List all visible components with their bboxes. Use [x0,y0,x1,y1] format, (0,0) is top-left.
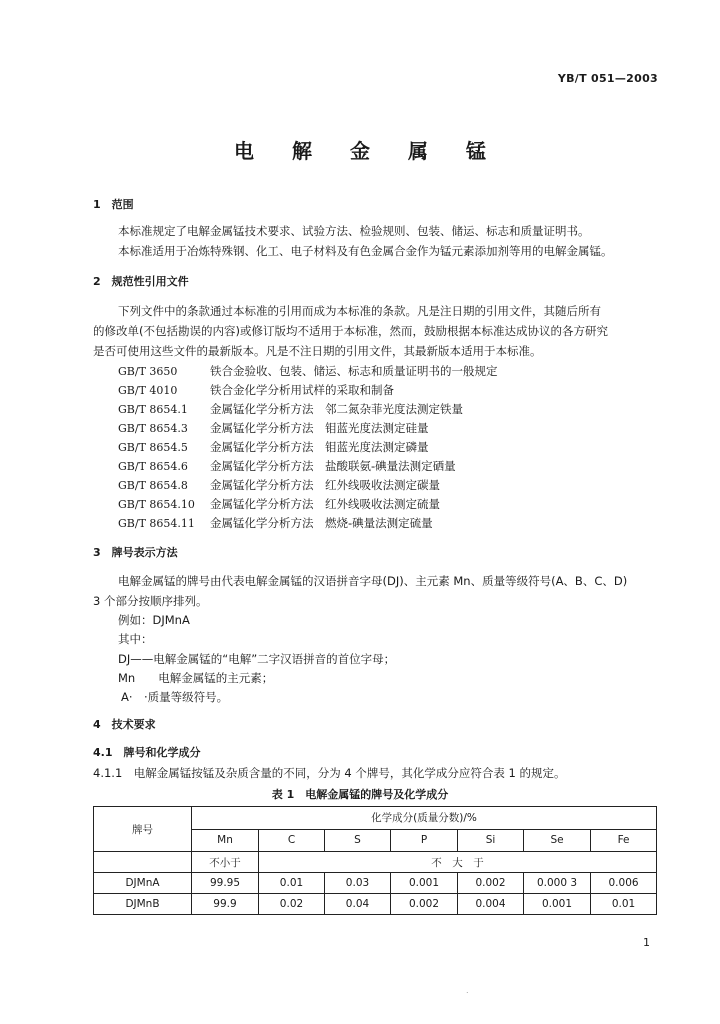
chemical-composition-table [93,806,657,915]
reference-title: 金属锰化学分析方法 邻二氮杂菲光度法测定铁量 [210,402,463,416]
section-4-1-1-text: 4.1.1 电解金属锰按锰及杂质含量的不同，分为 4 个牌号，其化学成分应符合表 1 的规定。 [93,766,566,780]
limits-row [94,852,657,873]
reference-item [118,516,433,531]
min-label: 不小于 [192,852,259,873]
reference-title: 金属锰化学分析方法 红外线吸收法测定硫量 [210,497,440,511]
section-4-heading: 4 技术要求 [93,718,156,731]
grade-cell: DJMnA [94,873,192,894]
reference-code: GB/T 4010 [118,384,178,397]
reference-item [118,478,440,493]
section-3-line: 例如：DJMnA [118,613,190,627]
section-3-heading: 3 牌号表示方法 [93,546,178,559]
section-3-line: DJ——电解金属锰的“电解”二字汉语拼音的首位字母； [118,652,396,666]
footer-mark: . [466,986,469,995]
max-label: 不 大 于 [259,852,657,873]
section-2-line: 的修改单(不包括勘误的内容)或修订版均不适用于本标准，然而，鼓励根据本标准达成协议的各方研究 [93,324,608,338]
element-header: Si [458,829,524,852]
section-2-line: 是否可使用这些文件的最新版本。凡是不注日期的引用文件，其最新版本适用于本标准。 [93,344,542,358]
reference-title: 金属锰化学分析方法 钼蓝光度法测定磷量 [210,440,429,454]
section-3-line: A· ·质量等级符号。 [121,690,229,704]
reference-code: GB/T 3650 [118,365,178,378]
reference-title: 铁合金验收、包装、储运、标志和质量证明书的一般规定 [210,364,498,378]
reference-item [118,364,498,379]
element-header: Mn [192,829,259,852]
reference-code: GB/T 8654.6 [118,460,188,473]
section-1-heading: 1 范围 [93,198,134,211]
document-title: 电解金属锰 [234,139,524,163]
element-header: S [325,829,391,852]
section-1-line: 本标准适用于冶炼特殊钢、化工、电子材料及有色金属合金作为锰元素添加剂等用的电解金属锰。 [118,244,613,258]
reference-item [118,497,440,512]
section-2-heading: 2 规范性引用文件 [93,275,189,288]
table-header-row [94,807,657,830]
table-row [94,873,657,894]
section-3-line: Mn 电解金属锰的主元素； [118,671,274,685]
reference-item [118,421,429,436]
value-cell: 0.01 [591,894,657,915]
table-row [94,894,657,915]
value-cell: 0.002 [458,873,524,894]
section-3-line: 其中： [118,632,153,646]
reference-title: 金属锰化学分析方法 燃烧-碘量法测定硫量 [210,516,433,530]
value-cell: 0.000 3 [524,873,591,894]
value-cell: 0.02 [259,894,325,915]
empty-cell [94,852,192,873]
standard-number: YB/T 051—2003 [557,72,658,85]
value-cell: 0.001 [524,894,591,915]
value-cell: 0.01 [259,873,325,894]
value-cell: 0.006 [591,873,657,894]
section-3-line: 电解金属锰的牌号由代表电解金属锰的汉语拼音字母(DJ)、主元素 Mn、质量等级符号(A、B、C、D) [118,574,628,588]
value-cell: 0.004 [458,894,524,915]
element-header: Se [524,829,591,852]
reference-code: GB/T 8654.1 [118,403,188,416]
section-4-1-heading: 4.1 牌号和化学成分 [93,746,201,759]
reference-code: GB/T 8654.3 [118,422,188,435]
value-cell: 0.002 [391,894,458,915]
reference-title: 金属锰化学分析方法 钼蓝光度法测定硅量 [210,421,429,435]
table-caption: 表 1 电解金属锰的牌号及化学成分 [271,788,449,801]
page-number: 1 [643,936,650,949]
reference-code: GB/T 8654.8 [118,479,188,492]
grade-column-header: 牌号 [94,807,192,852]
reference-item [118,459,456,474]
reference-item [118,383,394,398]
reference-code: GB/T 8654.10 [118,498,195,511]
element-header: C [259,829,325,852]
reference-item [118,402,463,417]
value-cell: 0.001 [391,873,458,894]
value-cell: 99.9 [192,894,259,915]
reference-title: 金属锰化学分析方法 红外线吸收法测定碳量 [210,478,440,492]
reference-title: 铁合金化学分析用试样的采取和制备 [210,383,394,397]
grade-cell: DJMnB [94,894,192,915]
section-1-line: 本标准规定了电解金属锰技术要求、试验方法、检验规则、包装、储运、标志和质量证明书。 [118,224,590,238]
element-header: P [391,829,458,852]
reference-title: 金属锰化学分析方法 盐酸联氨-碘量法测定硒量 [210,459,456,473]
section-2-line: 下列文件中的条款通过本标准的引用而成为本标准的条款。凡是注日期的引用文件，其随后所有 [118,304,601,318]
section-3-line: 3 个部分按顺序排列。 [93,594,208,608]
reference-item [118,440,429,455]
reference-code: GB/T 8654.11 [118,517,195,530]
composition-group-header: 化学成分(质量分数)/% [192,807,657,830]
value-cell: 0.04 [325,894,391,915]
value-cell: 99.95 [192,873,259,894]
reference-code: GB/T 8654.5 [118,441,188,454]
element-header: Fe [591,829,657,852]
value-cell: 0.03 [325,873,391,894]
